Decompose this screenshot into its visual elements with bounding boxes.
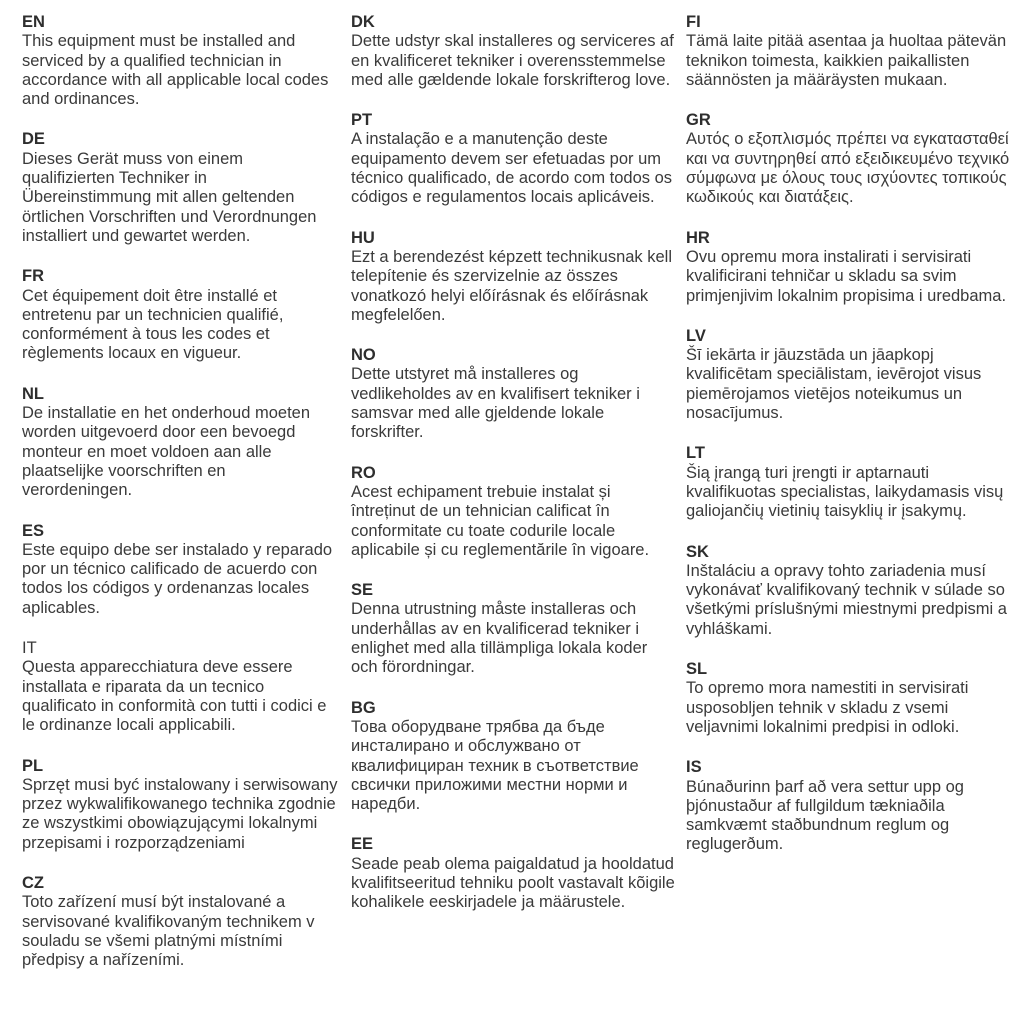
lang-code-nl: NL (22, 384, 44, 403)
lang-code-ee: EE (351, 835, 374, 854)
lang-section-gr (686, 111, 1012, 207)
lang-section-ee (351, 835, 675, 912)
lang-code-no: NO (351, 346, 376, 365)
column-1 (22, 13, 340, 1024)
lang-text-hu: Ezt a berendezést képzett technikusnak kell telepítenie és szervizelnie az összes vonatkozó helyi előírásnak és előírásnak megfelelően. (351, 247, 673, 324)
lang-section-pt (351, 111, 675, 207)
lang-code-lt: LT (686, 444, 705, 463)
lang-code-it: IT (22, 639, 37, 658)
lang-text-it: Questa apparecchiatura deve essere installata e riparata da un tecnico qualificato in conformità con tutti i codici e le ordinanze locali applicabili. (22, 658, 327, 735)
lang-code-pt: PT (351, 111, 373, 130)
lang-text-is: Búnaðurinn þarf að vera settur upp og þjónustaður af fullgildum tækniaðila samkvæmt staðbundnum reglum og reglugerðum. (686, 777, 964, 854)
lang-code-ro: RO (351, 463, 376, 482)
lang-code-fi: FI (686, 13, 701, 31)
lang-code-hu: HU (351, 228, 375, 247)
column-2 (351, 13, 675, 1024)
lang-code-dk: DK (351, 13, 375, 31)
lang-text-sk: Inštaláciu a opravy tohto zariadenia musí vykonávať kvalifikovaný technik v súlade so všetkými príslušnými miestnymi predpismi a vyhláškami. (686, 561, 1007, 638)
lang-section-is (686, 758, 1012, 854)
lang-code-hr: HR (686, 228, 710, 247)
lang-text-gr: Αυτός ο εξοπλισμός πρέπει να εγκατασταθεί και να συντηρηθεί από εξειδικευμένο τεχνικό σύμφωνα με όλους τους ισχύοντες τοπικούς κωδικούς και διατάξεις. (686, 130, 1010, 207)
lang-section-fr (22, 267, 340, 363)
lang-code-de: DE (22, 130, 45, 149)
lang-code-en: EN (22, 13, 45, 31)
lang-section-ro (351, 464, 675, 560)
lang-text-dk: Dette udstyr skal installeres og serviceres af en kvalificeret tekniker i overensstemmelse med alle gældende lokale forskrifterog love. (351, 32, 674, 89)
lang-section-dk (351, 13, 675, 90)
lang-section-bg (351, 699, 675, 815)
lang-section-hr (686, 229, 1012, 306)
lang-text-es: Este equipo debe ser instalado y reparado por un técnico calificado de acuerdo con todos los códigos y ordenanzas locales aplicables. (22, 540, 333, 617)
lang-section-se (351, 581, 675, 677)
lang-section-de (22, 130, 340, 246)
lang-text-pl: Sprzęt musi być instalowany i serwisowany przez wykwalifikowanego technika zgodnie ze wszystkimi obowiązującymi lokalnymi przepisami i rozporządzeniami (22, 775, 338, 852)
lang-text-fr: Cet équipement doit être installé et entretenu par un technicien qualifié, conformément à tous les codes et règlements locaux en vigueur. (22, 286, 284, 363)
lang-section-hu (351, 229, 675, 325)
lang-text-no: Dette utstyret må installeres og vedlikeholdes av en kvalifisert tekniker i samsvar med alle gjeldende lokale forskrifter. (351, 365, 640, 442)
lang-section-cz (22, 874, 340, 970)
lang-section-pl (22, 757, 340, 853)
lang-code-is: IS (686, 758, 702, 777)
lang-text-nl: De installatie en het onderhoud moeten worden uitgevoerd door een bevoegd monteur en moet voldoen aan alle plaatselijke voorschriften en verordeningen. (22, 404, 311, 500)
lang-section-sk (686, 543, 1012, 639)
lang-section-fi (686, 13, 1012, 90)
lang-text-se: Denna utrustning måste installeras och underhållas av en kvalificerad tekniker i enlighet med alla tillämpliga lokala koder och förordningar. (351, 600, 648, 677)
lang-text-fi: Tämä laite pitää asentaa ja huoltaa pätevän teknikon toimesta, kaikkien paikallisten säännösten ja määräysten mukaan. (686, 32, 1007, 89)
lang-section-it (22, 639, 340, 735)
lang-code-gr: GR (686, 111, 711, 130)
lang-section-no (351, 346, 675, 442)
column-3 (686, 13, 1012, 1024)
lang-text-ro: Acest echipament trebuie instalat și întreținut de un tehnician calificat în conformitate cu toate codurile locale aplicabile și cu reglementările în vigoare. (351, 482, 650, 559)
lang-code-sl: SL (686, 660, 708, 679)
lang-code-sk: SK (686, 542, 709, 561)
lang-code-fr: FR (22, 267, 44, 286)
lang-section-lv (686, 327, 1012, 423)
lang-text-lv: Šī iekārta ir jāuzstāda un jāapkopj kvalificētam speciālistam, ievērojot visus piemērojamos vietējos noteikumus un nosacījumus. (686, 346, 982, 423)
lang-text-hr: Ovu opremu mora instalirati i servisirati kvalificirani tehničar u skladu sa svim primjenjivim lokalnim propisima i uredbama. (686, 247, 1007, 305)
lang-text-de: Dieses Gerät muss von einem qualifizierten Techniker in Übereinstimmung mit allen geltenden örtlichen Vorschriften und Verordnungen installiert und gewartet werden. (22, 149, 317, 245)
lang-section-sl (686, 660, 1012, 737)
lang-code-pl: PL (22, 756, 44, 775)
lang-text-cz: Toto zařízení musí být instalované a servisované kvalifikovaným technikem v souladu se všemi platnými místními předpisy a nařízeními. (22, 893, 315, 970)
lang-section-en (22, 13, 340, 109)
lang-section-es (22, 522, 340, 618)
lang-text-lt: Šią įrangą turi įrengti ir aptarnauti kvalifikuotas specialistas, laikydamasis visų galiojančių vietinių taisyklių ir įsakymų. (686, 463, 1004, 521)
lang-code-cz: CZ (22, 873, 44, 892)
lang-code-lv: LV (686, 326, 706, 345)
lang-section-nl (22, 385, 340, 501)
lang-text-ee: Seade peab olema paigaldatud ja hooldatud kvalifitseeritud tehniku poolt vastavalt kõigile kohalikele eeskirjadele ja määrustele. (351, 854, 675, 912)
lang-text-pt: A instalação e a manutenção deste equipamento devem ser efetuadas por um técnico qualificado, de acordo com todos os códigos e regulamentos locais aplicáveis. (351, 130, 673, 207)
lang-text-bg: Това оборудване трябва да бъде инсталирано и обслужвано от квалифициран техник в съответствие свсички приложими местни норми и наредби. (351, 717, 639, 814)
lang-code-es: ES (22, 521, 45, 540)
lang-code-se: SE (351, 581, 374, 600)
lang-code-bg: BG (351, 698, 376, 717)
lang-text-en: This equipment must be installed and serviced by a qualified technician in accordance with all applicable local codes and ordinances. (22, 32, 329, 109)
lang-section-lt (686, 444, 1012, 521)
lang-text-sl: To opremo mora namestiti in servisirati usposobljen tehnik v skladu z vsemi veljavnimi lokalnimi predpisi in odloki. (686, 679, 969, 736)
